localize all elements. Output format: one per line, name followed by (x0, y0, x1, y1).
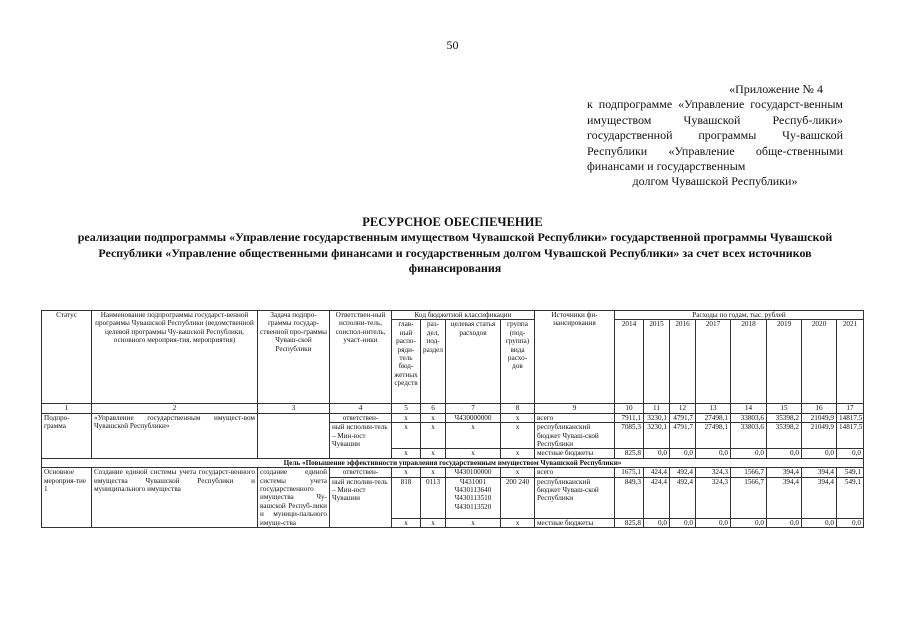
source-cell: республиканский бюджет Чуваш-ской Республики (535, 423, 615, 449)
source-cell: всего (535, 468, 615, 477)
header-year: 2016 (670, 320, 696, 404)
value-cell: 0,0 (837, 449, 864, 458)
code-cell: x (421, 449, 446, 458)
code-cell: x (446, 423, 501, 449)
column-number: 11 (644, 404, 670, 413)
value-cell: 21049,9 (802, 423, 837, 449)
task-cell: создание единой системы учета государственного имущества Чу-вашской Респуб-лики и муници-пального имуще-ства (258, 468, 330, 528)
document-subtitle: реализации подпрограммы «Управление государственным имуществом Чувашской Республики» государственной программы Чувашской Республики «Управление общественными финансами и государственным долгом Чувашской Республики» за счет всех источников финансирования (77, 230, 833, 276)
header-year: 2018 (731, 320, 767, 404)
value-cell: 825,8 (615, 449, 644, 458)
code-cell: 200 240 (501, 477, 535, 518)
value-cell: 0,0 (670, 449, 696, 458)
value-cell: 1566,7 (731, 468, 767, 477)
header-year: 2014 (615, 320, 644, 404)
column-number: 14 (731, 404, 767, 413)
value-cell: 0,0 (644, 449, 670, 458)
code-cell: 0113 (421, 477, 446, 518)
header-year: 2015 (644, 320, 670, 404)
header-source: Источники фи-нансирования (535, 311, 615, 404)
value-cell: 0,0 (767, 518, 802, 527)
page-number: 50 (446, 38, 459, 52)
value-cell: 4791,7 (670, 423, 696, 449)
header-responsible: Ответствен-ный исполни-тель, соиспол-нитель, участ-ники (330, 311, 392, 404)
header-code-group: Код бюджетной классификации (392, 311, 535, 320)
value-cell: 3230,1 (644, 413, 670, 422)
code-cell: x (501, 413, 535, 422)
table-row (42, 468, 864, 477)
code-cell: 818 (392, 477, 421, 518)
value-cell: 492,4 (670, 468, 696, 477)
appendix-note (587, 82, 843, 190)
source-cell: местные бюджеты (535, 449, 615, 458)
value-cell: 35398,2 (767, 423, 802, 449)
value-cell: 394,4 (802, 468, 837, 477)
value-cell: 424,4 (644, 468, 670, 477)
header-task: Задача подпро-граммы государ-ственной про-граммы Чуваш-ской Республики (258, 311, 330, 404)
column-number: 2 (92, 404, 258, 413)
value-cell: 324,3 (696, 468, 731, 477)
value-cell: 0,0 (837, 518, 864, 527)
value-cell: 0,0 (731, 518, 767, 527)
column-number: 17 (837, 404, 864, 413)
code-cell: x (392, 468, 421, 477)
value-cell: 0,0 (767, 449, 802, 458)
value-cell: 7085,3 (615, 423, 644, 449)
source-cell: местные бюджеты (535, 518, 615, 527)
column-number: 6 (421, 404, 446, 413)
code-cell: x (501, 518, 535, 527)
value-cell: 0,0 (670, 518, 696, 527)
column-number: 4 (330, 404, 392, 413)
header-year: 2021 (837, 320, 864, 404)
code-cell: x (501, 449, 535, 458)
value-cell: 549,1 (837, 468, 864, 477)
column-number: 10 (615, 404, 644, 413)
value-cell: 33803,6 (731, 413, 767, 422)
column-number: 13 (696, 404, 731, 413)
value-cell: 35398,2 (767, 413, 802, 422)
code-cell: x (392, 449, 421, 458)
value-cell: 14817,5 (837, 413, 864, 422)
status-cell: Основное мероприя-тие 1 (42, 468, 92, 528)
resource-table (41, 310, 864, 528)
appendix-title: «Приложение № 4 (729, 82, 823, 96)
code-cell: Ч430100000 (446, 468, 501, 477)
header-code-section: раз-дел, под-раздел (421, 320, 446, 404)
value-cell: 0,0 (696, 518, 731, 527)
column-number: 15 (767, 404, 802, 413)
appendix-body: к подпрограмме «Управление государст-венным имуществом Чувашской Респуб-лики» государственной программы Чу-вашской Республики «Управление обще-ственными финансами и государственным (587, 97, 843, 174)
value-cell: 0,0 (802, 449, 837, 458)
value-cell: 3230,1 (644, 423, 670, 449)
header-code-main: глав-ный распо-ряди-тель бюд-жетных средств (392, 320, 421, 404)
appendix-last-line: долгом Чувашской Республики» (632, 174, 798, 189)
code-cell: x (392, 413, 421, 422)
code-cell: x (421, 468, 446, 477)
code-cell: x (446, 518, 501, 527)
header-year: 2017 (696, 320, 731, 404)
column-number: 5 (392, 404, 421, 413)
goal-row (42, 458, 864, 467)
value-cell: 849,3 (615, 477, 644, 518)
column-number-row (42, 404, 864, 413)
code-cell: x (501, 423, 535, 449)
value-cell: 394,4 (767, 468, 802, 477)
header-year: 2019 (767, 320, 802, 404)
responsible-cell: ный исполни-тель – Мин-юст Чувашии (330, 423, 392, 459)
value-cell: 492,4 (670, 477, 696, 518)
column-number: 9 (535, 404, 615, 413)
value-cell: 1675,1 (615, 468, 644, 477)
value-cell: 0,0 (644, 518, 670, 527)
code-cell: x (421, 518, 446, 527)
source-cell: всего (535, 413, 615, 422)
value-cell: 27498,1 (696, 423, 731, 449)
status-cell: Подпро-грамма (42, 413, 92, 458)
code-cell: x (421, 423, 446, 449)
responsible-cell: ответствен- (330, 413, 392, 422)
code-cell: x (392, 423, 421, 449)
task-cell (258, 413, 330, 458)
column-number: 3 (258, 404, 330, 413)
code-cell: x (392, 518, 421, 527)
name-cell: Создание единой системы учета государст-венного имущества Чувашской Республики и муниципального имущества (92, 468, 258, 528)
value-cell: 394,4 (802, 477, 837, 518)
goal-text: Цель «Повышение эффективности управления государственным имуществом Чувашской Республики» (42, 458, 864, 467)
code-cell: x (446, 449, 501, 458)
code-cell: Ч430000000 (446, 413, 501, 422)
document-title: РЕСУРСНОЕ ОБЕСПЕЧЕНИЕ (362, 215, 543, 229)
source-cell: республиканский бюджет Чуваш-ской Республики (535, 477, 615, 518)
value-cell: 825,8 (615, 518, 644, 527)
code-cell: x (501, 468, 535, 477)
value-cell: 394,4 (767, 477, 802, 518)
value-cell: 27498,1 (696, 413, 731, 422)
value-cell: 549,1 (837, 477, 864, 518)
value-cell: 4791,7 (670, 413, 696, 422)
value-cell: 14817,5 (837, 423, 864, 449)
responsible-cell: ответствен- (330, 468, 392, 477)
table-row (42, 413, 864, 422)
column-number: 8 (501, 404, 535, 413)
column-number: 1 (42, 404, 92, 413)
value-cell: 0,0 (802, 518, 837, 527)
responsible-cell: ный исполни-тель – Мин-юст Чувашии (330, 477, 392, 527)
value-cell: 1566,7 (731, 477, 767, 518)
column-number: 12 (670, 404, 696, 413)
header-code-kind: группа (под-группа) вида расхо-дов (501, 320, 535, 404)
value-cell: 0,0 (696, 449, 731, 458)
code-cell: Ч431001 Ч430113640 Ч430113510 Ч430113520 (446, 477, 501, 518)
column-number: 16 (802, 404, 837, 413)
value-cell: 324,3 (696, 477, 731, 518)
value-cell: 33803,6 (731, 423, 767, 449)
name-cell: «Управление государственным имущест-вом Чувашской Республики» (92, 413, 258, 458)
value-cell: 21049,9 (802, 413, 837, 422)
code-cell: x (421, 413, 446, 422)
column-number: 7 (446, 404, 501, 413)
header-row-1 (42, 311, 864, 320)
header-code-article: целевая статья расходов (446, 320, 501, 404)
header-years-group: Расходы по годам, тыс. рублей (615, 311, 864, 320)
value-cell: 0,0 (731, 449, 767, 458)
header-name: Наименование подпрограммы государст-венной программы Чувашской Республики (ведомственной целевой программы Чу-вашской Республики, основного мероприя-тия, мероприятия) (92, 311, 258, 404)
value-cell: 7911,1 (615, 413, 644, 422)
header-year: 2020 (802, 320, 837, 404)
header-status: Статус (42, 311, 92, 404)
value-cell: 424,4 (644, 477, 670, 518)
